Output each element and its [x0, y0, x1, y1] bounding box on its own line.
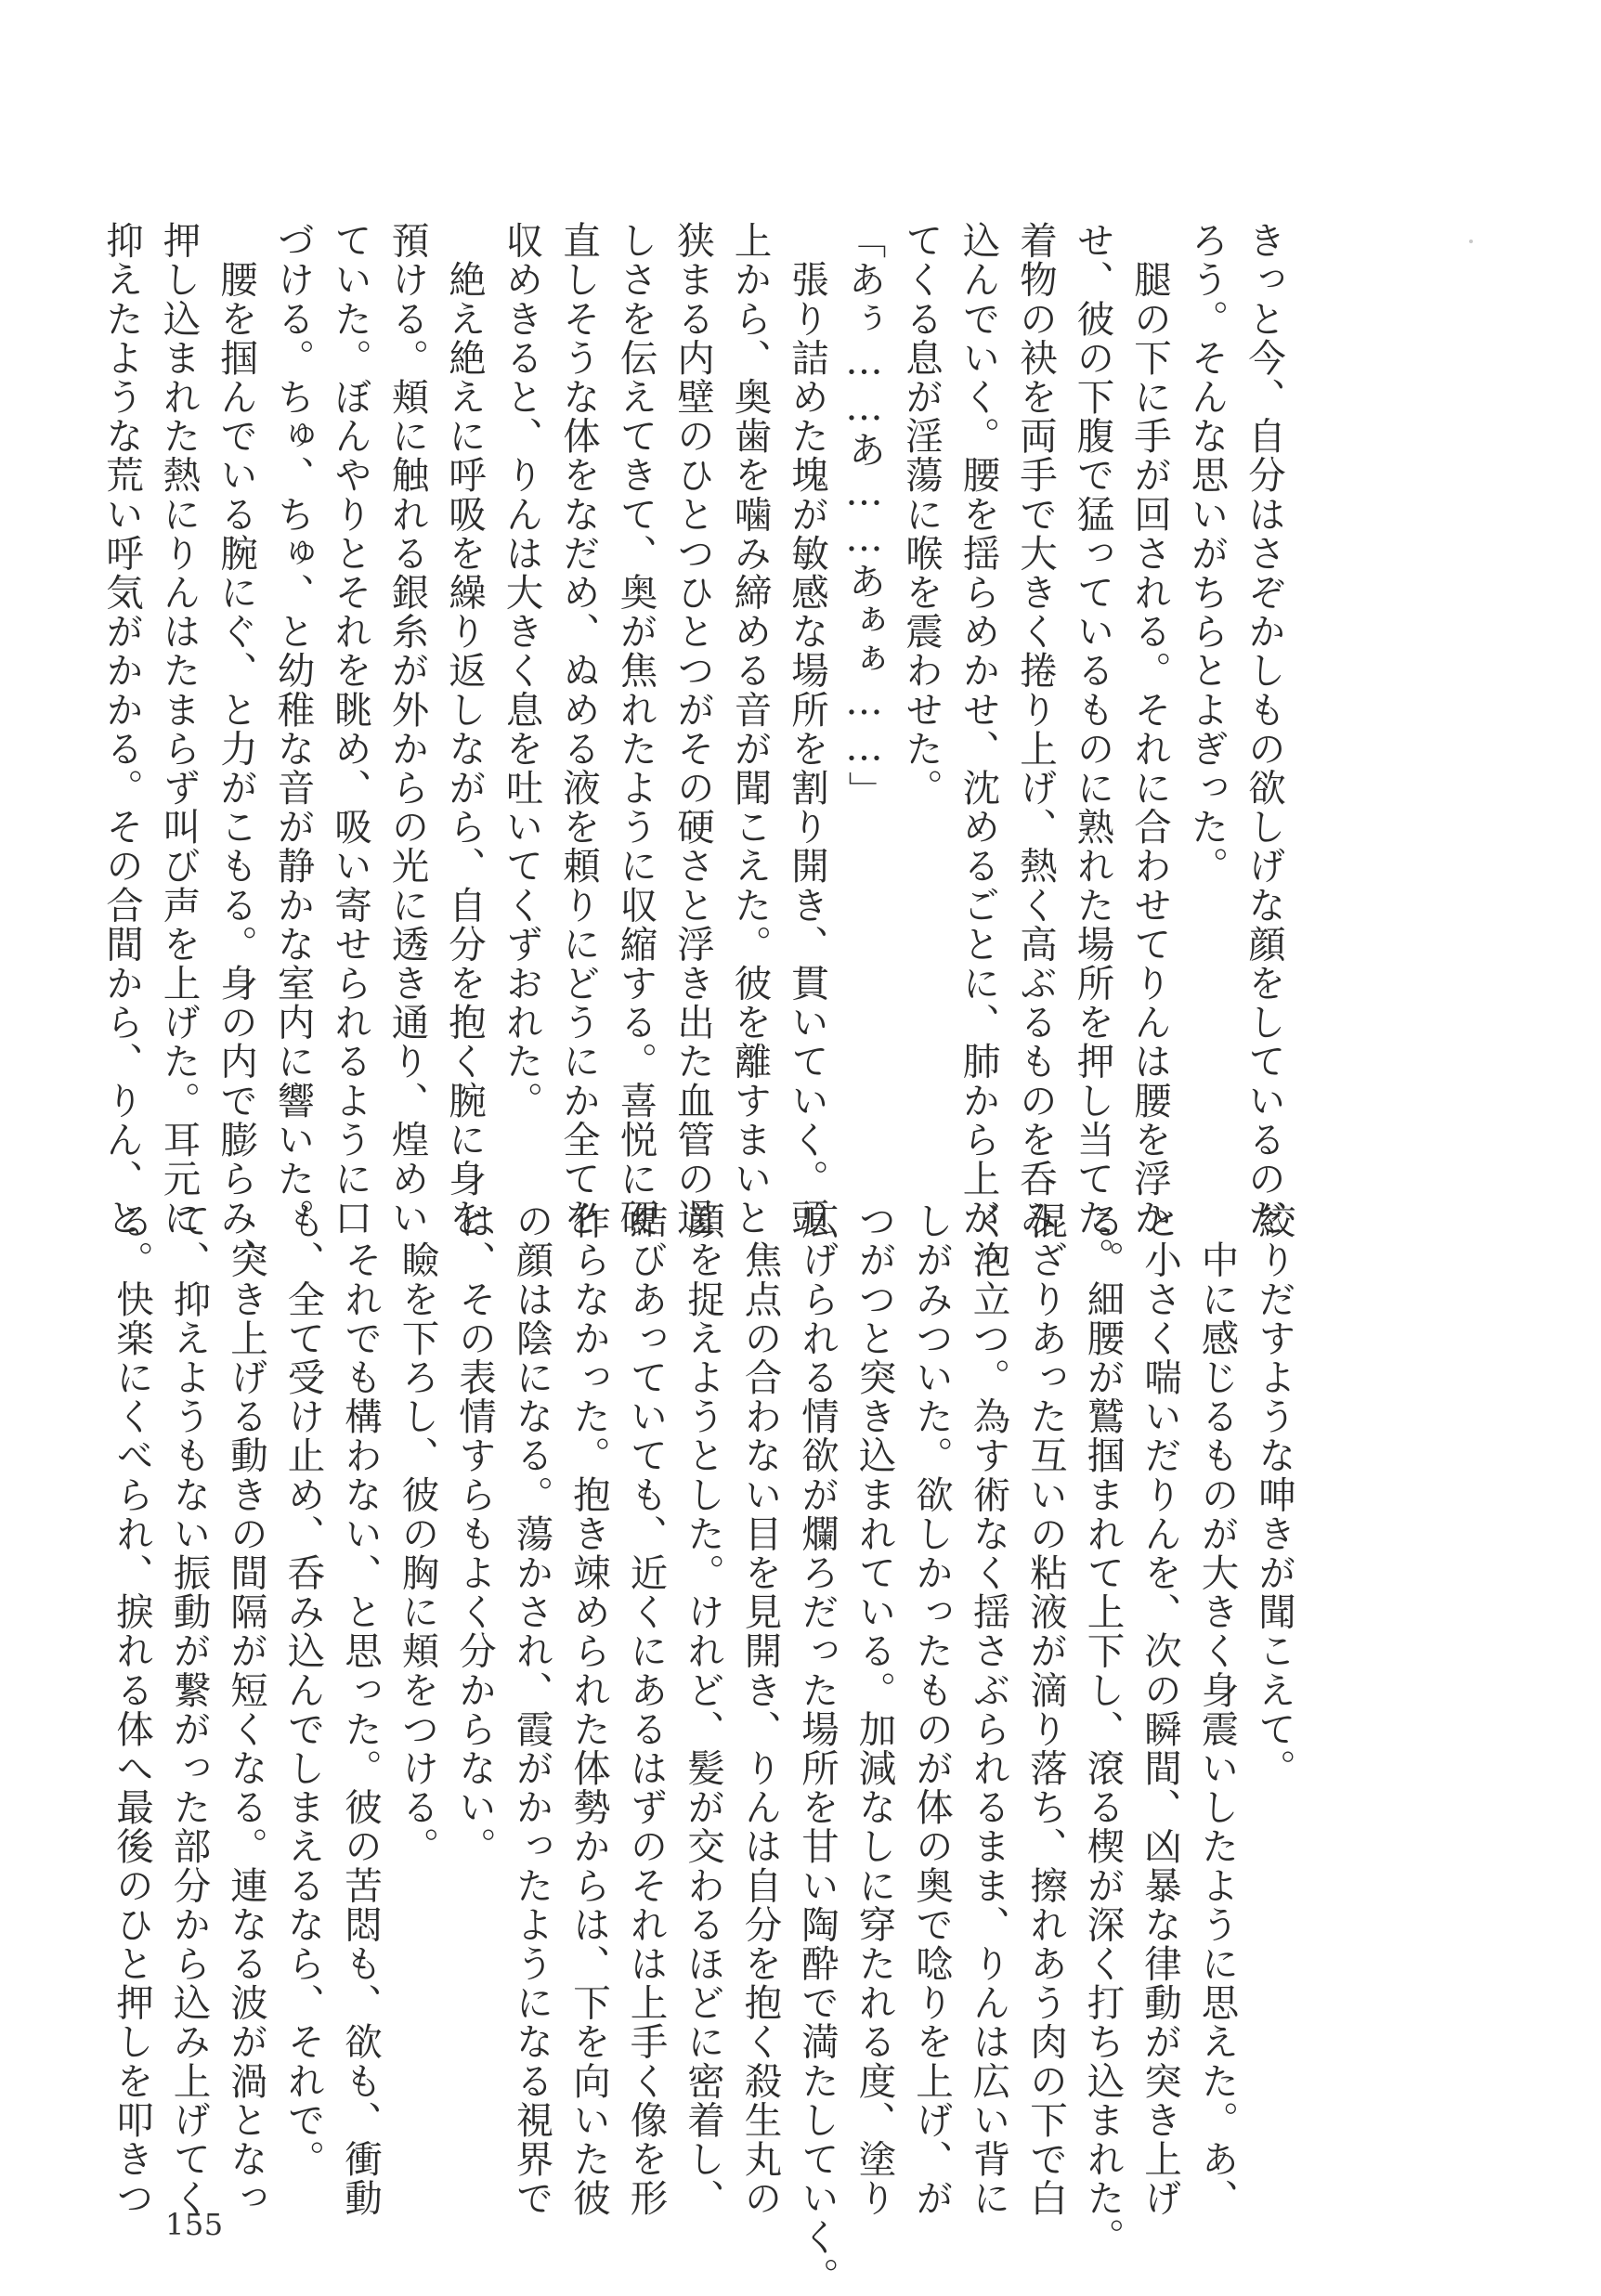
text-line: きっと今、自分はさぞかしもの欲しげな顔をしているのだ [1242, 221, 1286, 1238]
text-line: 収めきると、りんは大きく息を吐いてくずおれた。 [499, 221, 544, 1121]
text-line: づける。ちゅ、ちゅ、と幼稚な音が静かな室内に響いた。 [270, 221, 316, 1238]
text-line: て、抑えようもない振動が繋がった部分から込み上げてく [166, 1201, 212, 2218]
text-line: 押し込まれた熱にりんはたまらず叫び声を上げた。耳元に [156, 221, 202, 1238]
text-line: せ、彼の下腹で猛っているものに熟れた場所を押し当てた。 [1070, 221, 1115, 1277]
text-line: 焦点の合わない目を見開き、りんは自分を抱く殺生丸の [737, 1201, 783, 2218]
upper-text-block [99, 221, 1292, 1277]
text-line: は、その表情すらもよく分からない。 [452, 1201, 497, 1866]
text-line: く泡立つ。為す術なく揺さぶられるまま、りんは広い背に [966, 1201, 1011, 2218]
text-line: 直しそうな体をなだめ、ぬめる液を頼りにどうにか全てを [556, 221, 601, 1238]
text-line: の顔は陰になる。蕩かされ、霞がかったようになる視界で [509, 1201, 554, 2218]
text-line: 作らなかった。抱き竦められた体勢からは、下を向いた彼 [566, 1201, 611, 2218]
text-line: 中に感じるものが大きく身震いしたように思えた。あ、 [1194, 1201, 1240, 2218]
text-line: 狭まる内壁のひとつひとつがその硬さと浮き出た血管の逞 [670, 221, 715, 1238]
text-line: 込んでいく。腰を揺らめかせ、沈めるごとに、肺から上がっ [956, 221, 1001, 1277]
text-line: 広げられる情欲が爛ろだった場所を甘い陶酔で満たしていく。 [795, 1201, 840, 2296]
text-line: それでも構わない、と思った。彼の苦悶も、欲も、衝動 [338, 1201, 383, 2218]
text-line: る。快楽にくべられ、捩れる体へ最後のひと押しを叩きつ [110, 1201, 154, 2218]
text-line: しさを伝えてきて、奥が焦れたように収縮する。喜悦に硬 [613, 221, 658, 1238]
text-line: 瞼を下ろし、彼の胸に頬をつける。 [395, 1201, 440, 1866]
text-line: 絞りだすような呻きが聞こえて。 [1252, 1201, 1296, 1788]
paper-speck [1469, 240, 1473, 243]
text-line: も、全て受け止め、呑み込んでしまえるなら、それで。 [280, 1201, 326, 2179]
text-line: しがみついた。欲しかったものが体の奥で唸りを上げ、が [909, 1201, 954, 2218]
text-line: 預ける。頬に触れる銀糸が外からの光に透き通り、煌めい [384, 221, 430, 1238]
text-line: ていた。ぼんやりとそれを眺め、吸い寄せられるように口 [328, 221, 372, 1238]
text-line: てくる息が淫蕩に喉を震わせた。 [899, 221, 944, 808]
text-line: 着物の袂を両手で大きく捲り上げ、熱く高ぶるものを呑み [1013, 221, 1058, 1238]
text-line: 突き上げる動きの間隔が短くなる。連なる波が渦となっ [224, 1201, 268, 2218]
text-line: る。細腰が鷲掴まれて上下し、滾る楔が深く打ち込まれた。 [1080, 1201, 1126, 2257]
text-line: 顔を捉えようとした。けれど、髪が交わるほどに密着し、 [681, 1201, 725, 2218]
text-line: 結びあっていても、近くにあるはずのそれは上手く像を形 [623, 1201, 669, 2218]
text-line: 腰を掴んでいる腕にぐ、と力がこもる。身の内で膨らみ、 [214, 221, 258, 1277]
text-line: 絶え絶えに呼吸を繰り返しながら、自分を抱く腕に身を [442, 221, 487, 1238]
text-line: 抑えたような荒い呼気がかかる。その合間から、りん、と [99, 221, 144, 1238]
dialogue-line: 「あぅ……あ……あぁぁ……」 [841, 221, 887, 811]
text-line: 混ざりあった互いの粘液が滴り落ち、擦れあう肉の下で白 [1023, 1201, 1068, 2218]
text-line: 上から、奥歯を噛み締める音が聞こえた。彼を離すまいと [727, 221, 773, 1238]
text-line: と小さく喘いだりんを、次の瞬間、凶暴な律動が突き上げ [1138, 1201, 1182, 2218]
text-line: つがつと突き込まれている。加減なしに穿たれる度、塗り [852, 1201, 897, 2218]
text-line: 腿の下に手が回される。それに合わせてりんは腰を浮か [1127, 221, 1172, 1238]
page-number: 155 [165, 2207, 224, 2242]
text-line: ろう。そんな思いがちらとよぎった。 [1184, 221, 1230, 886]
text-line: 張り詰めた塊が敏感な場所を割り開き、貫いていく。頭 [785, 221, 829, 1238]
